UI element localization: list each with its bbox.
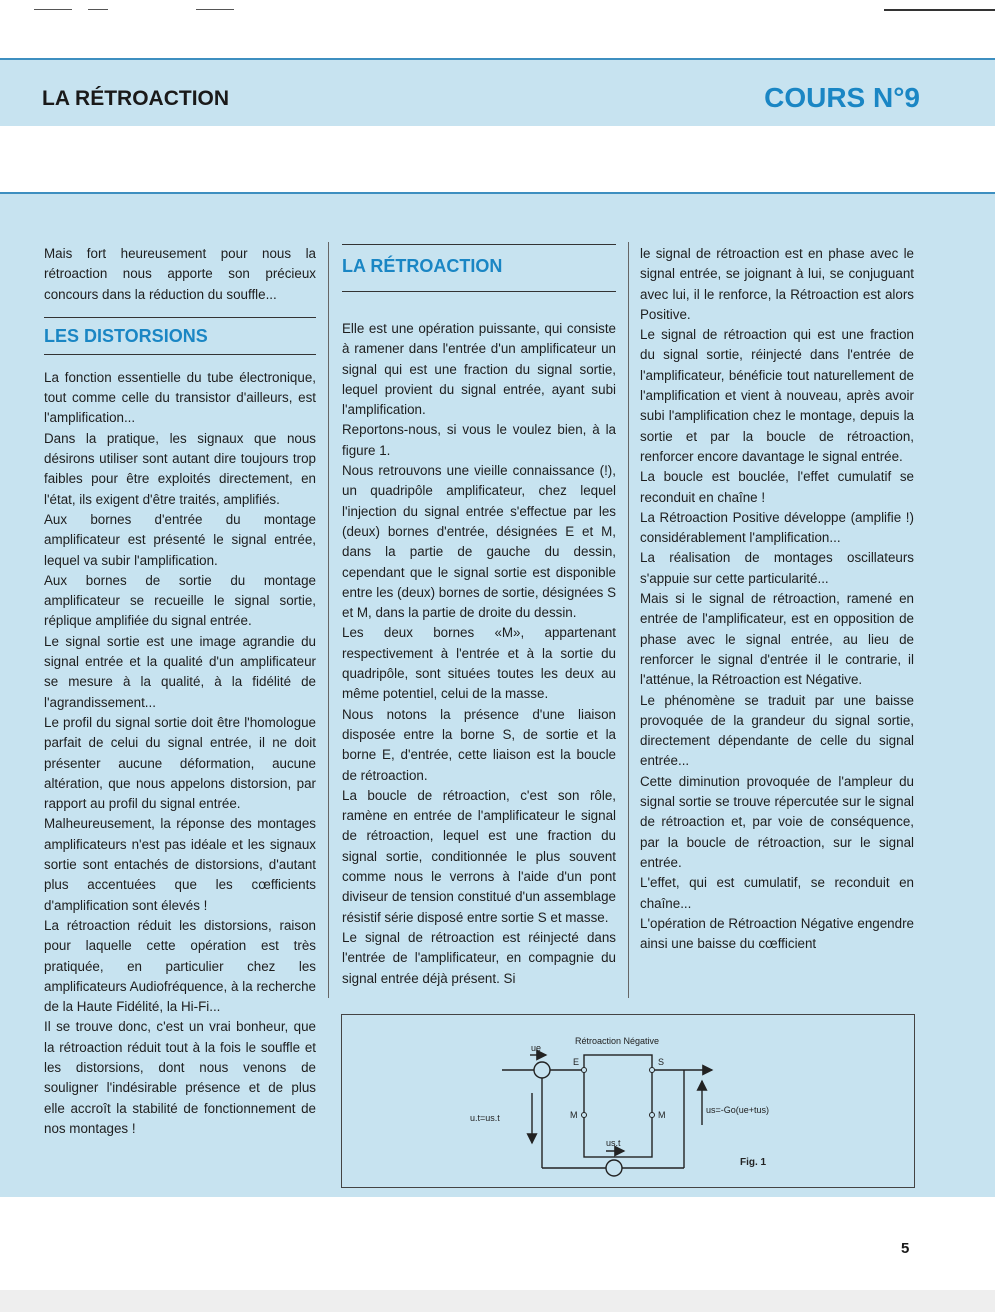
paragraph: Mais si le signal de rétroaction, ramené en entrée de l'amplificateur, est en opposition de phase avec le signal entrée, au lieu de renforcer le signal d'entrée il le contrarie, il l'atténue, la Rétroaction est Négative.	[640, 591, 914, 688]
column-divider-1	[328, 242, 329, 998]
section-heading-distorsions: LES DISTORSIONS	[44, 317, 316, 355]
paragraph: La fonction essentielle du tube électronique, tout comme celle du transistor d'ailleurs, est l'amplification...	[44, 369, 316, 426]
terminal-s-dot	[650, 1068, 655, 1073]
left-equation: u.t=us.t	[470, 1113, 500, 1123]
page-number: 5	[901, 1240, 910, 1257]
top-rule-center	[196, 9, 234, 10]
paragraph: Nous retrouvons une vieille connaissance (!), un quadripôle amplificateur, chez lequel l'injection du signal entrée s'effectue par les (deux) bornes d'entrée, désignées E et M, dans la partie de gauche du dessin, cependant que le signal sortie est disponible entre les (deux) bornes de sortie, désignées S et M, dans la partie de droite du dessin.	[342, 463, 616, 621]
page-bottom-edge	[0, 1290, 995, 1312]
right-equation: us=-Go(ue+tus)	[706, 1105, 770, 1115]
terminal-s-label: S	[658, 1057, 665, 1067]
top-rule-middle	[88, 9, 108, 10]
paragraph: La Rétroaction Positive développe (amplifie !) considérablement l'amplification...	[640, 509, 914, 546]
header-band	[0, 58, 995, 128]
paragraph: Reportons-nous, si vous le voulez bien, à la figure 1.	[342, 422, 616, 458]
figure-title: Rétroaction Négative	[575, 1036, 660, 1046]
paragraph: Le signal sortie est une image agrandie du signal entrée et la qualité d'un amplificateur se mesure à la qualité, à la fidélité de l'agrandissement...	[44, 633, 316, 710]
top-rule-right	[884, 9, 995, 11]
terminal-m-right-label: M	[658, 1110, 666, 1120]
paragraph: Malheureusement, la réponse des montages amplificateurs n'est pas idéale et les signaux sortie sont entachés de distorsions, d'autant plus accentuées que les cœfficients d'amplification sont élevés !	[44, 816, 316, 913]
ue-label: ue	[531, 1043, 542, 1053]
paragraph: La rétroaction réduit les distorsions, raison pour laquelle cette opération est très pratiquée, en particulier chez les amplificateurs Audiofréquence, à la recherche de la Haute Fidélité, la Hi-Fi...	[44, 917, 316, 1015]
terminal-e-label: E	[573, 1057, 580, 1067]
feedback-diagram	[342, 1015, 914, 1187]
feedback-label: us.t	[606, 1138, 621, 1148]
paragraph: Le signal de rétroaction qui est une fraction du signal sortie, réinjecté dans l'entrée de l'amplificateur, bénéficie tout naturellement de l'amplification et vient à nouveau, après avoir subi l'amplification chez le montage, depuis la sortie et par la boucle de rétroaction, renforcer encore davantage le signal entrée.	[640, 327, 914, 464]
feedback-node	[606, 1160, 622, 1176]
course-number: COURS N°9	[764, 82, 920, 113]
paragraph: La réalisation de montages oscillateurs s'appuie sur cette particularité...	[640, 550, 914, 586]
header-title: LA RÉTROACTION	[42, 87, 230, 110]
terminal-e-dot	[582, 1068, 587, 1073]
paragraph: Le profil du signal sortie doit être l'homologue parfait de celui du signal entrée, il ne doit présenter aucune déformation, aucune altération, que nous appelons distorsion, par rapport au profil du signal entrée.	[44, 714, 316, 812]
figure-1	[341, 1014, 915, 1188]
paragraph: Les deux bornes «M», appartenant respectivement à l'entrée et à la sortie du quadripôle, sont situées toutes les deux au même potentiel, celui de la masse.	[342, 625, 616, 702]
figure-caption: Fig. 1	[740, 1157, 767, 1168]
terminal-m-left-label: M	[570, 1110, 578, 1120]
paragraph: Dans la pratique, les signaux que nous désirons utiliser sont autant dire toujours trop faibles pour être exploités directement, en l'état, ils exigent d'être traités, amplifiés.	[44, 430, 316, 507]
summing-node	[534, 1062, 550, 1078]
paragraph: L'opération de Rétroaction Négative engendre ainsi une baisse du cœfficient	[640, 915, 914, 952]
section-heading-retroaction: LA RÉTROACTION	[342, 244, 616, 292]
terminal-m-right-dot	[650, 1113, 655, 1118]
column-2	[342, 244, 616, 989]
header-gap	[0, 126, 995, 192]
paragraph: La boucle est bouclée, l'effet cumulatif se reconduit en chaîne !	[640, 469, 914, 505]
paragraph: La boucle de rétroaction, c'est son rôle, ramène en entrée de l'amplificateur le signal de rétroaction, lequel est une fraction du signal sortie, conditionnée le plus souvent comme nous le verrons à l'aide d'un pont diviseur de tension constitué d'un assemblage résistif série disposé entre sortie S et masse.	[342, 787, 616, 925]
column-1	[44, 244, 316, 1139]
paragraph: Nous notons la présence d'une liaison disposée entre la borne S, de sortie et la borne E, d'entrée, cette liaison est la boucle de rétroaction.	[342, 706, 616, 783]
column-3	[640, 244, 914, 954]
column-divider-2	[628, 242, 629, 998]
paragraph: Il se trouve donc, c'est un vrai bonheur, que la rétroaction réduit tout à la fois le souffle et les distorsions, dont nous venons de souligner l'indésirable présence et de plus elle accroît la stabilité de fonctionnement de nos montages !	[44, 1019, 316, 1136]
content-band	[0, 192, 995, 1197]
intro-paragraph: Mais fort heureusement pour nous la rétroaction nous apporte son précieux concours dans la réduction du souffle...	[44, 246, 316, 302]
top-rule-left	[34, 9, 72, 10]
paragraph: Cette diminution provoquée de l'ampleur du signal sortie se trouve répercutée sur le signal de rétroaction et, par voie de conséquence, par la boucle de rétroaction, sur le signal entrée.	[640, 773, 914, 870]
paragraph: Elle est une opération puissante, qui consiste à ramener dans l'entrée d'un amplificateur un signal qui est une fraction du signal sortie, lequel provient du signal entrée, ayant subi l'amplification.	[342, 321, 616, 418]
paragraph: Aux bornes d'entrée du montage amplificateur est présenté le signal entrée, lequel va subir l'amplification.	[44, 511, 316, 568]
paragraph: Le phénomène se traduit par une baisse provoquée de la grandeur du signal sortie, directement dépendante de celle du signal entrée...	[640, 692, 914, 769]
paragraph: L'effet, qui est cumulatif, se reconduit en chaîne...	[640, 875, 914, 911]
paragraph: Aux bornes de sortie du montage amplificateur se recueille le signal sortie, réplique amplifiée du signal entrée.	[44, 572, 316, 629]
terminal-m-left-dot	[582, 1113, 587, 1118]
paragraph: le signal de rétroaction est en phase avec le signal entrée, se joignant à lui, se conjuguant avec lui, il le renforce, la Rétroaction est alors Positive.	[640, 246, 914, 322]
paragraph: Le signal de rétroaction est réinjecté dans l'entrée de l'amplificateur, en compagnie du signal entrée déjà présent. Si	[342, 929, 616, 986]
